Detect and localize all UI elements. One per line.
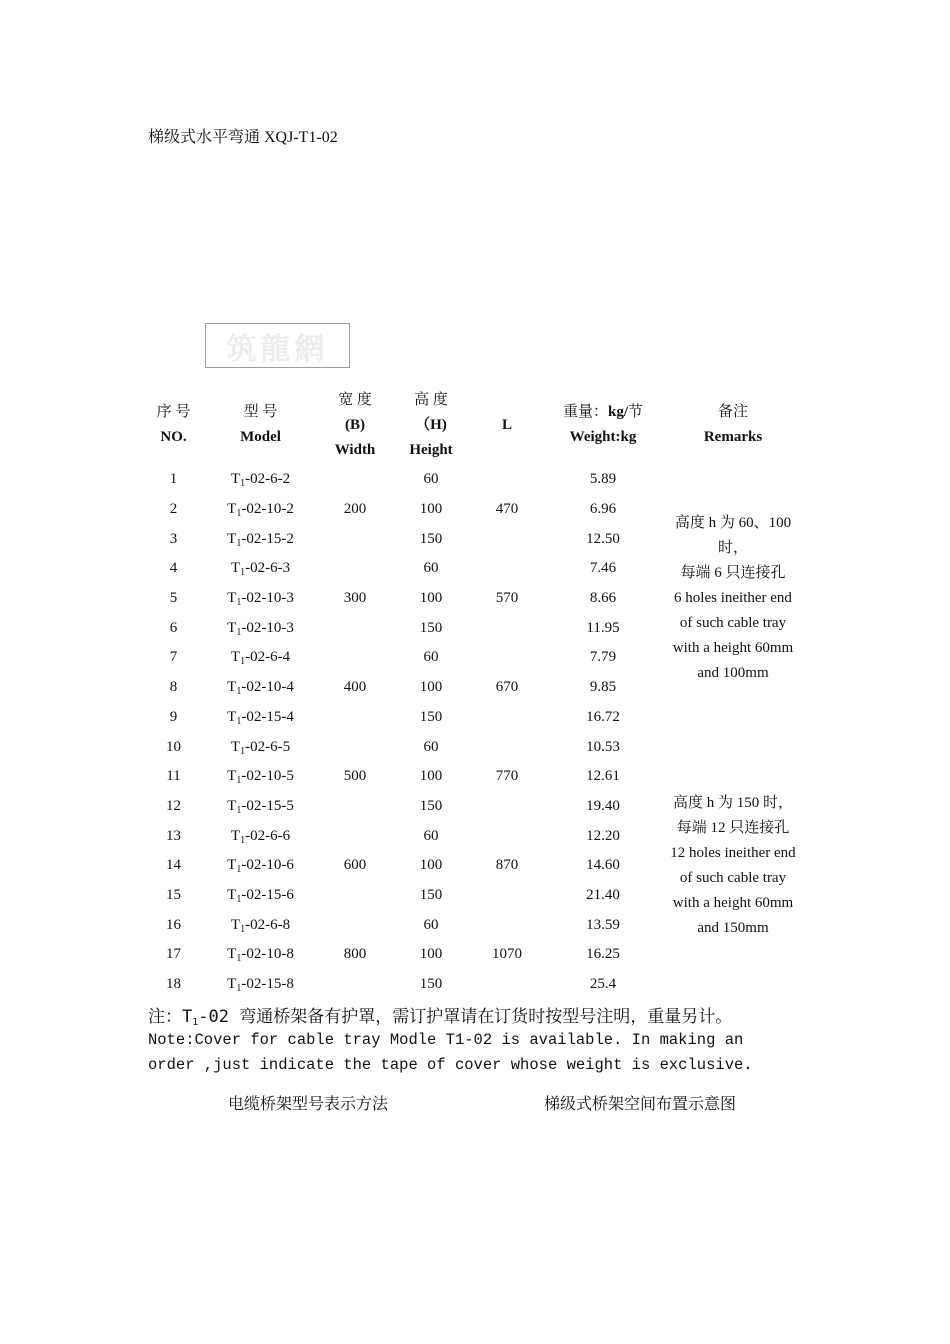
model-suffix: -02-10-5 (241, 768, 294, 785)
cell-l: 770 (495, 768, 519, 785)
cell-weight: 12.20 (586, 827, 620, 844)
remark-line: 高度 h 为 150 时， (672, 794, 793, 811)
cell-no: 17 (166, 946, 181, 963)
model-subscript: 1 (236, 686, 242, 698)
cell-model (207, 732, 314, 762)
cell-weight: 9.85 (589, 679, 617, 696)
cell-no: 14 (166, 857, 181, 874)
model-suffix: -02-6-8 (245, 916, 291, 933)
cell-no: 10 (166, 738, 181, 755)
cell-height: 100 (419, 501, 443, 518)
model-subscript: 1 (236, 626, 242, 638)
cell-model (207, 940, 314, 970)
cell-model (207, 643, 314, 673)
cell-height: 60 (423, 827, 439, 844)
cell-model (207, 703, 314, 733)
cell-height: 60 (423, 649, 439, 666)
model-subscript: 1 (236, 804, 242, 816)
cell-height: 60 (423, 560, 439, 577)
model-suffix: -02-10-3 (241, 619, 294, 636)
cell-height: 100 (419, 679, 443, 696)
model-subscript: 1 (236, 953, 242, 965)
remark-line: of such cable tray (679, 869, 787, 886)
model-suffix: -02-15-2 (241, 530, 294, 547)
cell-no: 4 (169, 560, 178, 577)
remark-line: and 150mm (697, 919, 769, 936)
remark-line: 每端 6 只连接孔 (680, 565, 786, 582)
header-no: 序 号 NO. (156, 404, 191, 445)
model-suffix: -02-10-2 (241, 501, 294, 518)
cell-l: 670 (495, 679, 519, 696)
model-prefix: T (227, 946, 237, 963)
cell-weight: 21.40 (586, 886, 620, 903)
cell-model (207, 554, 314, 584)
cell-model (207, 495, 314, 525)
cell-model (207, 792, 314, 822)
cell-no: 3 (169, 530, 178, 547)
model-prefix: T (227, 590, 237, 607)
model-subscript: 1 (240, 478, 246, 490)
model-subscript: 1 (236, 715, 242, 727)
cell-no: 6 (169, 619, 178, 636)
model-prefix: T (230, 471, 241, 488)
cell-no: 11 (166, 768, 181, 785)
model-suffix: -02-6-3 (245, 560, 291, 577)
cell-model (207, 851, 314, 881)
cell-width: 800 (343, 946, 367, 963)
cell-l: 870 (495, 857, 519, 874)
watermark-stamp: 筑龍網 (205, 323, 350, 368)
remark-line: 时， (717, 540, 748, 557)
model-suffix: -02-15-8 (241, 976, 294, 993)
model-subscript: 1 (240, 656, 246, 668)
model-subscript: 1 (240, 567, 246, 579)
note-chinese: 注：$T_1-02$ 弯通桥架备有护罩，需订护罩请在订货时按型号注明，重量另计。 (148, 1007, 733, 1028)
model-prefix: T (230, 916, 241, 933)
cell-width: 500 (343, 768, 367, 785)
cell-height: 150 (419, 619, 443, 636)
caption-layout-diagram: 梯级式桥架空间布置示意图 (544, 1096, 737, 1113)
cell-weight: 13.59 (586, 916, 620, 933)
model-prefix: T (227, 886, 237, 903)
cell-height: 60 (423, 916, 439, 933)
header-l: L (501, 416, 512, 433)
remark-line: and 100mm (697, 665, 769, 682)
model-subscript: 1 (236, 597, 242, 609)
model-subscript: 1 (240, 923, 246, 935)
model-suffix: -02-15-4 (241, 708, 294, 725)
model-prefix: T (227, 857, 237, 874)
cell-height: 150 (419, 976, 443, 993)
spec-table (140, 385, 808, 999)
cell-height: 150 (419, 886, 443, 903)
model-prefix: T (227, 708, 237, 725)
cell-height: 100 (419, 768, 443, 785)
model-subscript: 1 (236, 537, 242, 549)
table-row (140, 732, 808, 762)
header-model: 型 号 Model (240, 404, 281, 445)
cell-no: 9 (169, 708, 178, 725)
model-suffix: -02-6-6 (245, 827, 291, 844)
model-prefix: T (227, 976, 237, 993)
cell-no: 13 (166, 827, 181, 844)
cell-model (207, 970, 314, 1000)
cell-height: 100 (419, 946, 443, 963)
remark-line: of such cable tray (679, 615, 787, 632)
cell-no: 12 (166, 797, 181, 814)
model-subscript: 1 (236, 864, 242, 876)
cell-weight: 19.40 (586, 797, 620, 814)
cell-model (207, 524, 314, 554)
model-prefix: T (230, 827, 241, 844)
model-suffix: -02-15-6 (241, 886, 294, 903)
cell-model (207, 584, 314, 614)
cell-model (207, 762, 314, 792)
header-width: 宽 度 (B) Width (334, 391, 376, 458)
cell-no: 18 (166, 976, 181, 993)
cell-no: 2 (169, 501, 178, 518)
cell-l: 470 (495, 501, 519, 518)
table-row (140, 465, 808, 495)
remark-line: 每端 12 只连接孔 (676, 819, 790, 836)
document-title: 梯级式水平弯通 XQJ-T1-02 (148, 129, 338, 146)
cell-weight: 10.53 (586, 738, 620, 755)
cell-no: 1 (169, 471, 178, 488)
cell-weight: 12.61 (586, 768, 620, 785)
cell-weight: 16.25 (586, 946, 620, 963)
remark-line: with a height 60mm (672, 894, 794, 911)
cell-height: 100 (419, 590, 443, 607)
cell-height: 150 (419, 530, 443, 547)
cell-weight: 5.89 (589, 471, 617, 488)
cell-width: 400 (343, 679, 367, 696)
cell-model (207, 881, 314, 911)
cell-weight: 25.4 (589, 976, 617, 993)
cell-remarks (658, 465, 808, 732)
model-suffix: -02-10-6 (241, 857, 294, 874)
cell-height: 60 (423, 471, 439, 488)
cell-no: 5 (169, 590, 178, 607)
cell-weight: 6.96 (589, 501, 617, 518)
table-body (140, 465, 808, 999)
cell-no: 16 (166, 916, 181, 933)
remark-line: 6 holes ineither end (674, 590, 792, 607)
cell-weight: 8.66 (589, 590, 617, 607)
cell-model (207, 465, 314, 495)
model-prefix: T (227, 679, 237, 696)
cell-width: 300 (343, 590, 367, 607)
model-prefix: T (227, 530, 237, 547)
model-prefix: T (230, 738, 241, 755)
cell-no: 15 (166, 886, 181, 903)
model-prefix: T (230, 649, 241, 666)
cell-height: 150 (419, 708, 443, 725)
cell-model (207, 821, 314, 851)
cell-model (207, 673, 314, 703)
cell-remarks (658, 732, 808, 999)
model-suffix: -02-10-4 (241, 679, 294, 696)
model-subscript: 1 (236, 508, 242, 520)
model-suffix: -02-10-3 (241, 590, 294, 607)
model-suffix: -02-15-5 (241, 797, 294, 814)
model-suffix: -02-6-4 (245, 649, 291, 666)
cell-height: 150 (419, 797, 443, 814)
cell-weight: 7.79 (589, 649, 617, 666)
cell-model (207, 910, 314, 940)
cell-weight: 12.50 (586, 530, 620, 547)
model-subscript: 1 (240, 745, 246, 757)
cell-l: 570 (495, 590, 519, 607)
remark-line: with a height 60mm (672, 640, 794, 657)
model-suffix: -02-6-2 (245, 471, 291, 488)
model-suffix: -02-10-8 (241, 946, 294, 963)
model-subscript: 1 (236, 893, 242, 905)
cell-no: 8 (169, 679, 178, 696)
header-weight: 重量：kg/节 Weight:kg (562, 404, 644, 445)
cell-weight: 16.72 (586, 708, 620, 725)
cell-height: 60 (423, 738, 439, 755)
model-prefix: T (230, 560, 241, 577)
header-remarks: 备注 Remarks (703, 404, 763, 445)
model-subscript: 1 (236, 775, 242, 787)
model-prefix: T (227, 797, 237, 814)
cell-model (207, 613, 314, 643)
note-english: Note:Cover for cable tray Modle T1-02 is available. In making an order ,just indicate the tape of cover whose weight is exclusive. (148, 1031, 753, 1074)
model-subscript: 1 (240, 834, 246, 846)
model-prefix: T (227, 768, 237, 785)
cell-height: 100 (419, 857, 443, 874)
cell-weight: 14.60 (586, 857, 620, 874)
cell-weight: 11.95 (586, 619, 620, 636)
cell-width: 200 (343, 501, 367, 518)
table-header-row (140, 385, 808, 465)
model-subscript: 1 (236, 983, 242, 995)
model-suffix: -02-6-5 (245, 738, 291, 755)
model-prefix: T (227, 619, 237, 636)
caption-model-notation: 电缆桥架型号表示方法 (228, 1096, 389, 1113)
model-prefix: T (227, 501, 237, 518)
header-height: 高 度 （H) Height (409, 391, 453, 458)
remark-line: 12 holes ineither end (670, 844, 796, 861)
cell-l: 1070 (492, 946, 522, 963)
cell-weight: 7.46 (589, 560, 617, 577)
remark-line: 高度 h 为 60、100 (674, 515, 792, 532)
cell-no: 7 (169, 649, 178, 666)
cell-width: 600 (343, 857, 367, 874)
